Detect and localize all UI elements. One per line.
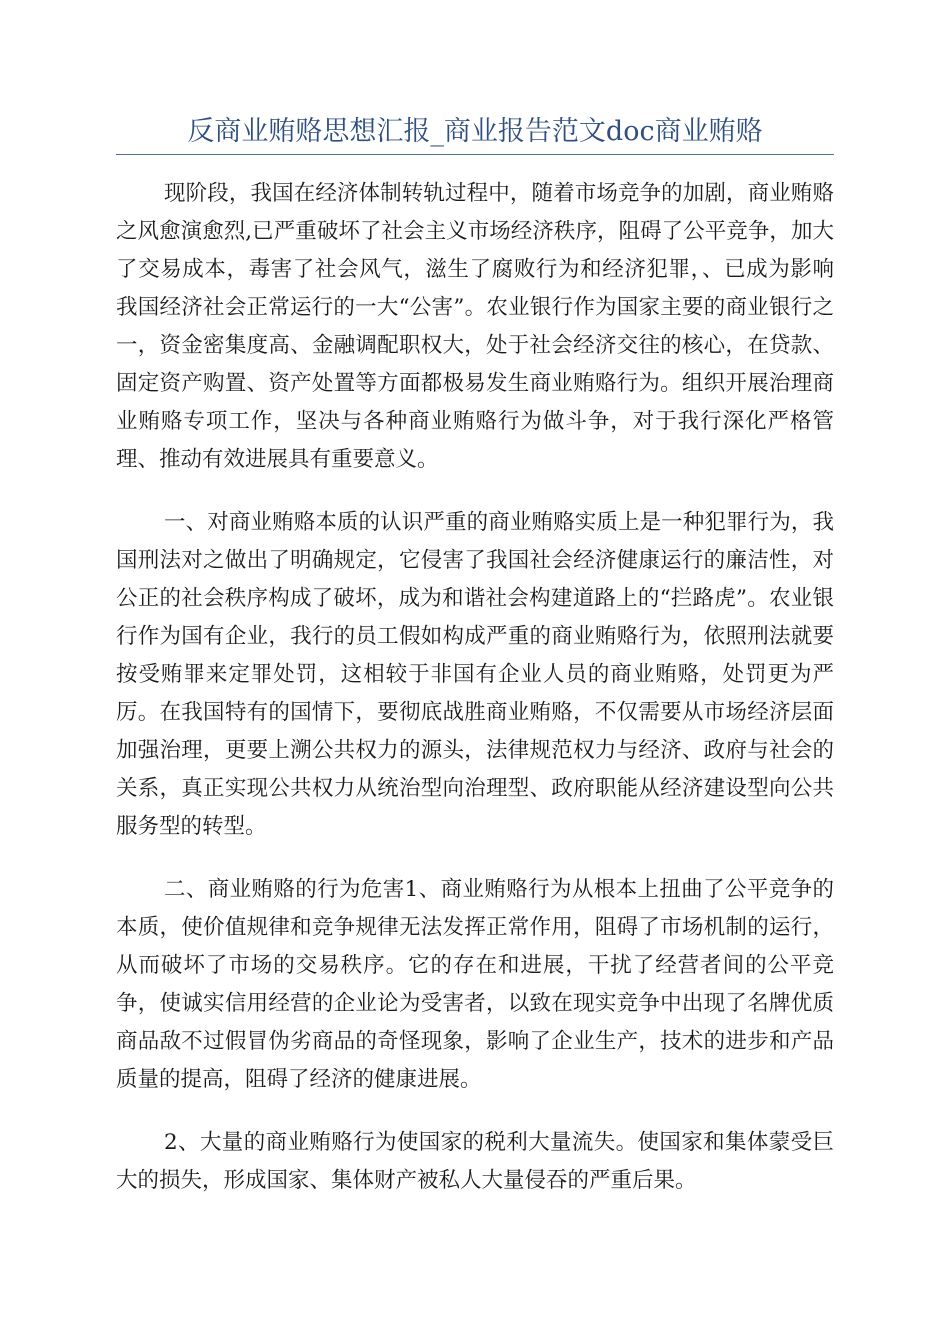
- paragraph-intro: 现阶段，我国在经济体制转轨过程中，随着市场竞争的加剧，商业贿赂之风愈演愈烈,已严重破坏了社会主义市场经济秩序，阻碍了公平竞争，加大了交易成本，毒害了社会风气，滋生了腐败行为和经济犯罪，、已成为影响我国经济社会正常运行的一大“公害”。农业银行作为国家主要的商业银行之一，资金密集度高、金融调配职权大，处于社会经济交往的核心，在贷款、固定资产购置、资产处置等方面都极易发生商业贿赂行为。组织开展治理商业贿赂专项工作，坚决与各种商业贿赂行为做斗争，对于我行深化严格管理、推动有效进展具有重要意义。: [116, 181, 834, 472]
- paragraph-section-two-point-two: 2、大量的商业贿赂行为使国家的税利大量流失。使国家和集体蒙受巨大的损失，形成国家、集体财产被私人大量侵吞的严重后果。: [116, 1130, 834, 1193]
- document-body: [116, 175, 834, 1225]
- title-underline: [116, 154, 834, 155]
- document-title: 反商业贿赂思想汇报_商业报告范文doc商业贿赂: [187, 116, 763, 147]
- paragraph-section-one: 一、对商业贿赂本质的认识严重的商业贿赂实质上是一种犯罪行为，我国刑法对之做出了明确规定，它侵害了我国社会经济健康运行的廉洁性，对公正的社会秩序构成了破坏，成为和谐社会构建道路上的“拦路虎”。农业银行作为国有企业，我行的员工假如构成严重的商业贿赂行为，依照刑法就要按受贿罪来定罪处罚，这相较于非国有企业人员的商业贿赂，处罚更为严厉。在我国特有的国情下，要彻底战胜商业贿赂，不仅需要从市场经济层面加强治理，更要上溯公共权力的源头，法律规范权力与经济、政府与社会的关系，真正实现公共权力从统治型向治理型、政府职能从经济建设型向公共服务型的转型。: [116, 510, 834, 839]
- paragraph-section-two: 二、商业贿赂的行为危害1、商业贿赂行为从根本上扭曲了公平竞争的本质，使价值规律和竞争规律无法发挥正常作用，阻碍了市场机制的运行，从而破坏了市场的交易秩序。它的存在和进展，干扰了经营者间的公平竞争，使诚实信用经营的企业论为受害者，以致在现实竞争中出现了名牌优质商品敌不过假冒伪劣商品的奇怪现象，影响了企业生产，技术的进步和产品质量的提高，阻碍了经济的健康进展。: [116, 877, 834, 1092]
